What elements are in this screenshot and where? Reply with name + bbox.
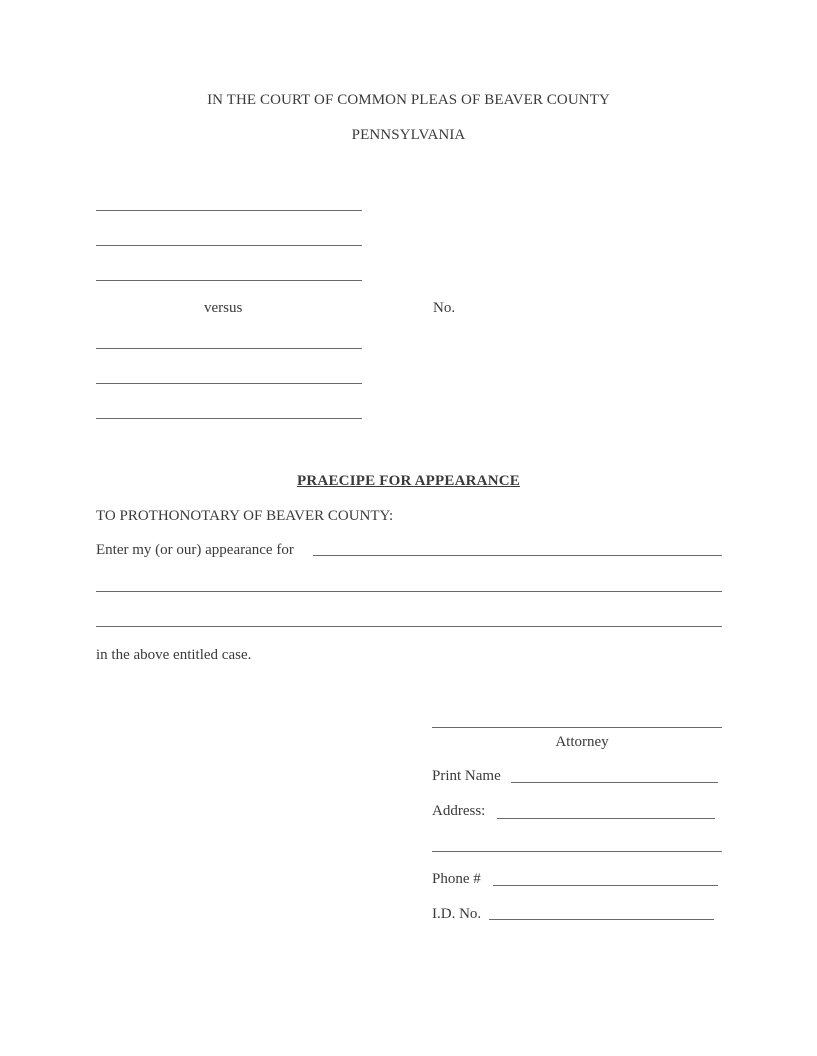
address-line-2[interactable] xyxy=(432,851,722,852)
form-title: PRAECIPE FOR APPEARANCE xyxy=(297,473,520,489)
id-number-label: I.D. No. xyxy=(432,906,482,922)
phone-label: Phone # xyxy=(432,871,481,887)
appearance-for-line-2[interactable] xyxy=(96,591,722,592)
appearance-for-line-1[interactable] xyxy=(313,555,722,556)
id-number-line[interactable] xyxy=(489,919,714,920)
case-number-label: No. xyxy=(433,300,456,316)
phone-line[interactable] xyxy=(493,885,718,886)
print-name-line[interactable] xyxy=(511,782,718,783)
plaintiff-line-1[interactable] xyxy=(96,210,362,211)
court-state: PENNSYLVANIA xyxy=(351,127,466,143)
plaintiff-line-3[interactable] xyxy=(96,280,362,281)
versus-label: versus xyxy=(204,300,243,316)
defendant-line-2[interactable] xyxy=(96,383,362,384)
print-name-label: Print Name xyxy=(432,768,501,784)
plaintiff-line-2[interactable] xyxy=(96,245,362,246)
address-label: Address: xyxy=(432,803,486,819)
defendant-line-3[interactable] xyxy=(96,418,362,419)
attorney-label: Attorney xyxy=(555,734,609,750)
closing-text: in the above entitled case. xyxy=(96,647,252,663)
defendant-line-1[interactable] xyxy=(96,348,362,349)
enter-appearance-label: Enter my (or our) appearance for xyxy=(96,542,294,558)
appearance-for-line-3[interactable] xyxy=(96,626,722,627)
court-title: IN THE COURT OF COMMON PLEAS OF BEAVER COUNTY xyxy=(207,92,610,108)
addressee: TO PROTHONOTARY OF BEAVER COUNTY: xyxy=(96,508,394,524)
attorney-signature-line[interactable] xyxy=(432,727,722,728)
address-line-1[interactable] xyxy=(497,818,715,819)
